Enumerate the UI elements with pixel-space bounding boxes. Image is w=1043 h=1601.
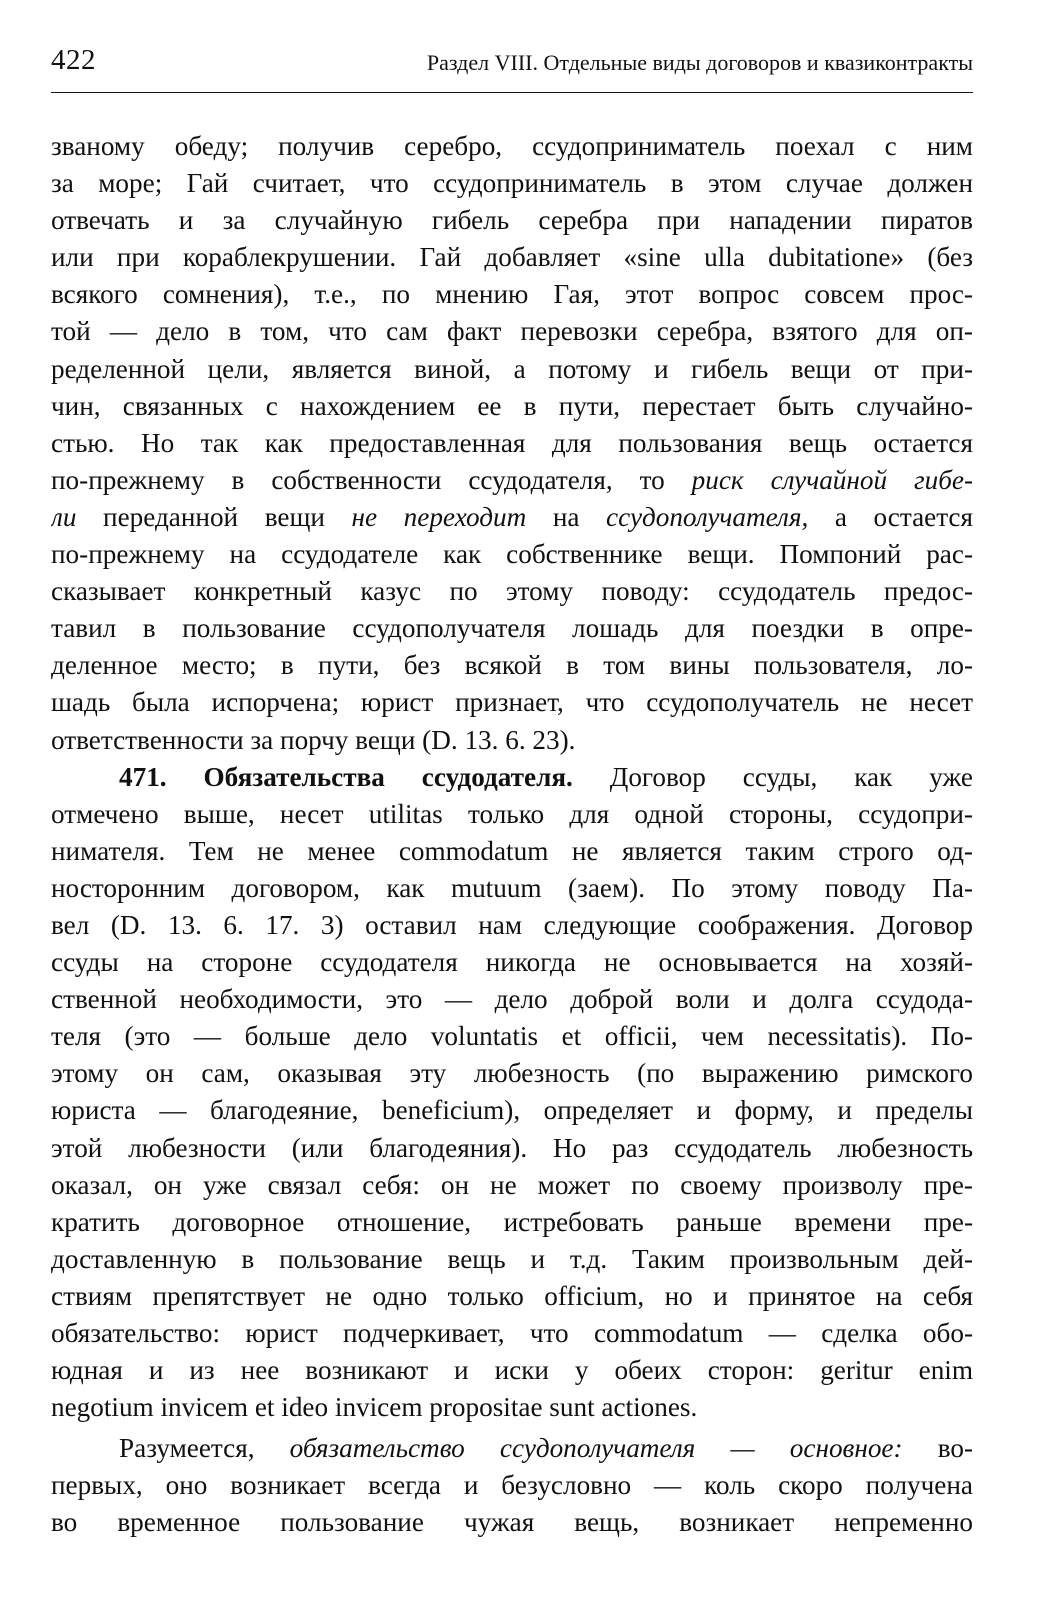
text-run: Договор ссуды, как уже — [572, 761, 973, 792]
running-head: Раздел VIII. Отдельные виды договоров и квазиконтракты — [426, 50, 973, 75]
italic-emphasis: ли — [51, 501, 77, 532]
text-run: Разумеется, — [119, 1433, 290, 1464]
text-line: чин, связанных с нахождением ее в пути, перестает быть случайно- — [51, 390, 973, 421]
text-line: этому он сам, оказывая эту любезность (по выражению римского — [51, 1058, 973, 1089]
text-line: отвечать и за случайную гибель серебра при нападении пиратов — [51, 205, 973, 236]
text-line — [51, 759, 973, 796]
text-line: этой любезности (или благодеяния). Но раз ссудодатель любезность — [51, 1132, 973, 1163]
text-line: шадь была испорчена; юрист признает, что ссудополучатель не несет — [51, 687, 973, 718]
page-header — [51, 38, 973, 93]
text-line: стью. Но так как предоставленная для пользования вещь остается — [51, 427, 973, 458]
text-line — [51, 499, 973, 536]
text-line: или при кораблекрушении. Гай добавляет «sine ulla dubitatione» (без — [51, 242, 973, 273]
page-number: 422 — [51, 44, 96, 76]
text-line: обязательство: юрист подчеркивает, что commodatum — сделка обо- — [51, 1318, 973, 1348]
text-run: по-прежнему в собственности ссудодателя, то — [51, 464, 692, 495]
text-line: юриста — благодеяние, beneficium), определяет и форму, и пределы — [51, 1095, 973, 1126]
text-line: теля (это — больше дело voluntatis et officii, чем necessitatis). По- — [51, 1021, 973, 1052]
text-line: деленное место; в пути, без всякой в том вины пользователя, ло- — [51, 650, 973, 681]
paragraph-1 — [51, 128, 973, 759]
text-line: вел (D. 13. 6. 17. 3) оставил нам следующие соображения. Договор — [51, 909, 973, 940]
text-line: званому обеду; получив серебро, ссудоприниматель поехал с ним — [51, 131, 973, 161]
italic-emphasis: риск случайной гибе- — [691, 464, 973, 495]
text-line: первых, оно возникает всегда и безусловно — коль скоро получена — [51, 1470, 973, 1501]
text-line: ствиям препятствует не одно только officium, но и принятое на себя — [51, 1280, 973, 1311]
paragraph-3 — [51, 1430, 973, 1541]
text-line: за море; Гай считает, что ссудоприниматель в этом случае должен — [51, 168, 973, 199]
text-line: оказал, он уже связал себя: он не может по своему произволу пре- — [51, 1169, 973, 1200]
text-line: ределенной цели, является виной, а потому и гибель вещи от при- — [51, 353, 973, 384]
text-line: сказывает конкретный казус по этому поводу: ссудодатель предос- — [51, 576, 973, 607]
text-run: во- — [902, 1433, 973, 1464]
text-run: а остается — [808, 501, 973, 532]
text-line: юдная и из нее возникают и иски у обеих сторон: geritur enim — [51, 1355, 973, 1386]
section-heading: 471. Обязательства ссудодателя. — [119, 761, 573, 792]
text-line — [51, 462, 973, 499]
text-line: отмечено выше, несет utilitas только для одной стороны, ссудопри- — [51, 798, 973, 829]
text-line: той — дело в том, что сам факт перевозки серебра, взятого для оп- — [51, 316, 973, 347]
text-line: нимателя. Тем не менее commodatum не является таким строго од- — [51, 835, 973, 866]
text-line: кратить договорное отношение, истребовать раньше времени пре- — [51, 1206, 973, 1237]
text-line: всякого сомнения), т.е., по мнению Гая, этот вопрос совсем прос- — [51, 279, 973, 310]
paragraph-2 — [51, 759, 973, 1427]
text-run: на — [526, 501, 607, 532]
text-line — [51, 1430, 973, 1467]
italic-emphasis: обязательство ссудополучателя — основное: — [289, 1433, 903, 1464]
text-line: negotium invicem et ideo invicem propositae sunt actiones. — [51, 1392, 698, 1423]
text-line: носторонним договором, как mutuum (заем). По этому поводу Па- — [51, 872, 973, 903]
text-run: переданной вещи — [76, 501, 352, 532]
text-line: ссуды на стороне ссудодателя никогда не основывается на хозяй- — [51, 947, 973, 978]
italic-emphasis: не переходит — [351, 501, 527, 532]
text-line: ответственности за порчу вещи (D. 13. 6. 23). — [51, 724, 576, 755]
text-line: ственной необходимости, это — дело доброй воли и долга ссудода- — [51, 984, 973, 1015]
text-line: по-прежнему на ссудодателе как собственнике вещи. Помпоний рас- — [51, 539, 973, 570]
text-line: во временное пользование чужая вещь, возникает непременно — [51, 1507, 973, 1538]
body-text — [51, 128, 973, 1542]
text-line: доставленную в пользование вещь и т.д. Таким произвольным дей- — [51, 1243, 973, 1274]
text-line: тавил в пользование ссудополучателя лошадь для поездки в опре- — [51, 613, 973, 644]
italic-emphasis: ссудополучателя, — [606, 501, 809, 532]
